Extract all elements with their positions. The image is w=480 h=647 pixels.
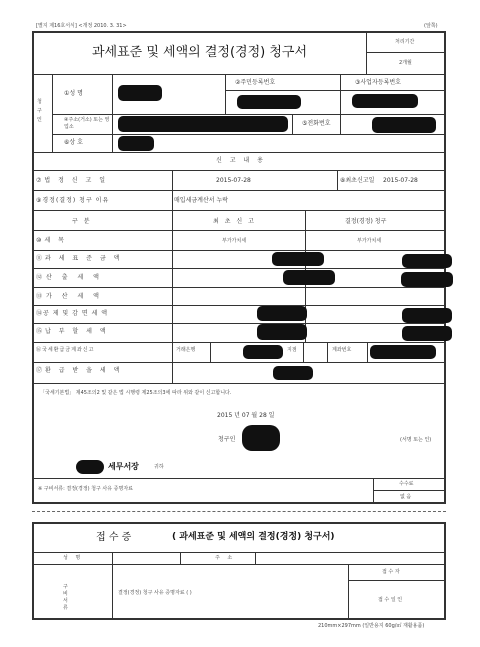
tax-base-initial-redaction: [272, 252, 324, 266]
signature-note: (서명 또는 인): [400, 437, 432, 443]
fee-value: 없 음: [400, 494, 412, 500]
tax-office-title: 세무서장: [108, 462, 139, 471]
deduction-initial-redaction: [257, 306, 307, 321]
branch-label: 지점: [287, 347, 297, 353]
initial-date-value: 2015-07-28: [383, 177, 418, 184]
bank-label: 거래은행: [176, 347, 196, 353]
claimant-signature-redaction: [242, 425, 280, 451]
company-name-redaction: [118, 136, 154, 151]
column-header-item: 구 분: [72, 218, 92, 225]
processing-period-label: 처리기간: [395, 39, 415, 45]
tax-office-honorific: 귀하: [154, 464, 164, 470]
refund-account-label: ⑯국세환급금계좌신고: [36, 347, 95, 353]
resident-number-redaction: [237, 95, 301, 109]
processing-period-value: 2개월: [399, 60, 412, 66]
tax-base-label: ⑪과 세 표 준 금 액: [36, 255, 123, 262]
name-redaction: [118, 85, 162, 101]
computed-tax-label: ⑫산 출 세 액: [36, 274, 103, 281]
receipt-address-label: 주 소: [215, 555, 236, 561]
resident-number-label: ②주민등록번호: [235, 79, 276, 86]
receipt-title-prefix: 접 수 증: [96, 532, 132, 543]
report-section-title: 신 고 내 용: [216, 157, 266, 164]
receipt-title: ( 과세표준 및 세액의 결정(경정) 청구서): [172, 532, 335, 542]
statutory-date-value: 2015-07-28: [216, 177, 251, 184]
tax-item-requested-value: 부가가치세: [357, 238, 382, 244]
address-label: ④주소(거소) 또는 영업소: [64, 117, 110, 130]
form-title: 과세표준 및 세액의 결정(경정) 청구서: [92, 45, 308, 60]
cut-line: [32, 511, 446, 512]
claimant-signature-label: 청구인: [218, 436, 236, 443]
reason-label: ⑨경정(결정) 청구 이유: [36, 197, 110, 204]
payable-tax-label: ⑮납 부 할 세 액: [36, 328, 109, 335]
deduction-label: ⑭공 제 및 감 면 세 액: [36, 310, 109, 317]
declaration-statement: 「국세기본법」 제45조의2 및 같은 법 시행령 제25조의3에 따라 위와 같이 신고합니다.: [40, 390, 232, 396]
fee-label: 수수료: [399, 481, 414, 487]
attachments-note: ※ 구비서류: 결정(경정) 청구 사유 증명자료: [38, 486, 134, 492]
paper-spec-note: 210mm×297mm (일반용지 60g/㎡ 재활용품): [318, 623, 425, 629]
declaration-date: 2015 년 07 월 28 일: [217, 412, 275, 419]
receiver-label: 접 수 자: [382, 569, 400, 575]
additional-tax-label: ⑬가 산 세 액: [36, 293, 103, 300]
computed-tax-initial-redaction: [283, 270, 335, 285]
tax-item-label: ⑩세 목: [36, 237, 67, 244]
receipt-date-label: 접 수 일 인: [378, 597, 403, 603]
tax-base-requested-redaction: [402, 254, 452, 268]
account-number-label: 계좌번호: [332, 347, 352, 353]
name-label: ①성 명: [64, 90, 83, 97]
receipt-documents-label: 구 비 서 류: [63, 584, 68, 611]
account-number-redaction: [370, 345, 436, 359]
business-number-redaction: [352, 94, 418, 108]
initial-date-label: ⑧최초신고일: [340, 177, 375, 184]
address-redaction: [118, 116, 288, 132]
form-reference: [별지 제16호서식] <개정 2010. 3. 31>: [36, 23, 127, 29]
page-marker: (앞쪽): [424, 23, 438, 29]
receipt-documents-value: 결정(경정) 청구 사유 증명자료 ( ): [118, 590, 192, 596]
payable-tax-requested-redaction: [402, 326, 452, 341]
company-name-label: ⑥상 호: [64, 139, 83, 146]
tax-item-initial-value: 부가가치세: [222, 238, 247, 244]
phone-redaction: [372, 117, 436, 133]
column-header-initial: 최 초 신 고: [213, 218, 256, 225]
bank-name-redaction: [243, 345, 283, 359]
refund-due-label: ⑰환 급 받 을 세 액: [36, 367, 123, 374]
phone-label: ⑤전화번호: [302, 120, 331, 127]
reason-value: 매입세금계산서 누락: [174, 197, 229, 204]
column-header-requested: 결정(경정) 청구: [345, 218, 387, 225]
payable-tax-initial-redaction: [257, 324, 307, 340]
statutory-date-label: ⑦법 정 신 고 일: [36, 177, 108, 184]
receipt-name-label: 성 명: [63, 555, 84, 561]
tax-office-redaction: [76, 460, 104, 474]
refund-due-redaction: [273, 366, 313, 380]
deduction-requested-redaction: [402, 308, 452, 323]
computed-tax-requested-redaction: [401, 272, 453, 287]
claimant-section-label: 청 구 인: [37, 99, 42, 123]
business-number-label: ③사업자등록번호: [355, 79, 401, 86]
